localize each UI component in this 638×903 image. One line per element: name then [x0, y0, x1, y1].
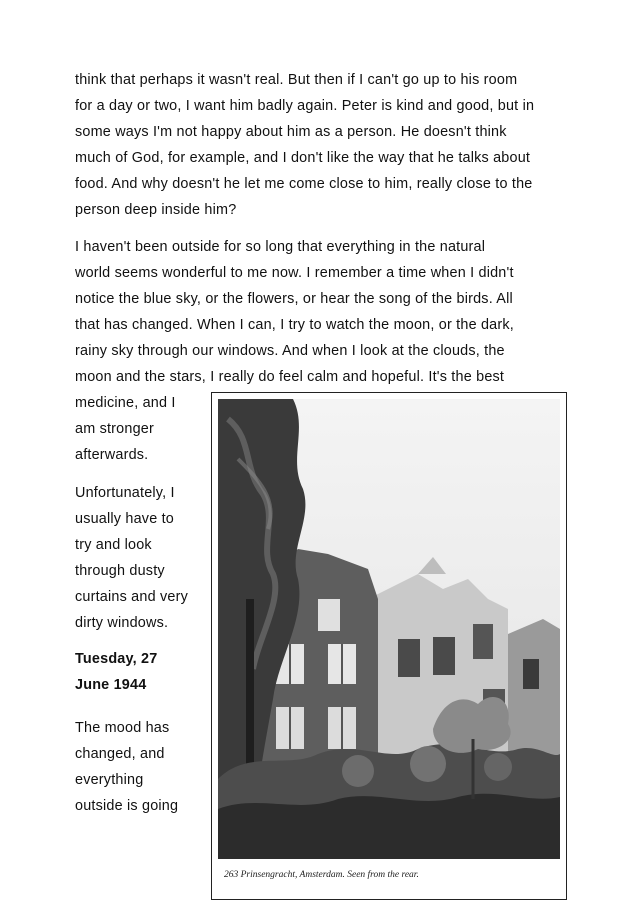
- text-line: medicine, and I: [75, 395, 176, 411]
- text-line: person deep inside him?: [75, 202, 237, 218]
- photo-caption: 263 Prinsengracht, Amsterdam. Seen from the rear.: [224, 870, 419, 880]
- text-line: rainy sky through our windows. And when I look at the clouds, the: [75, 343, 505, 359]
- text-line: food. And why doesn't he let me come close to him, really close to the: [75, 176, 533, 192]
- paragraph-peter: [75, 67, 575, 223]
- paragraph-nature-continued: [75, 390, 215, 468]
- text-line: some ways I'm not happy about him as a person. He doesn't think: [75, 124, 507, 140]
- text-line: changed, and: [75, 746, 165, 762]
- text-line: moon and the stars, I really do feel calm and hopeful. It's the best: [75, 369, 505, 385]
- text-line: think that perhaps it wasn't real. But then if I can't go up to his room: [75, 72, 518, 88]
- text-line: notice the blue sky, or the flowers, or hear the song of the birds. All: [75, 291, 513, 307]
- paragraph-windows: [75, 480, 215, 636]
- text-line: much of God, for example, and I don't like the way that he talks about: [75, 150, 531, 166]
- text-line: am stronger: [75, 421, 154, 437]
- text-line: try and look: [75, 537, 152, 553]
- text-line: for a day or two, I want him badly again. Peter is kind and good, but in: [75, 98, 535, 114]
- text-line: dirty windows.: [75, 615, 169, 631]
- text-line: curtains and very: [75, 589, 188, 605]
- diary-date-heading: [75, 646, 215, 698]
- text-line: that has changed. When I can, I try to watch the moon, or the dark,: [75, 317, 514, 333]
- photo-prinsengracht: [218, 399, 560, 859]
- text-line: through dusty: [75, 563, 165, 579]
- photo-figure: [211, 392, 567, 900]
- text-line: everything: [75, 772, 144, 788]
- paragraph-mood: [75, 715, 215, 819]
- heading-line: Tuesday, 27: [75, 651, 158, 667]
- paragraph-nature: [75, 234, 575, 390]
- text-line: Unfortunately, I: [75, 485, 175, 501]
- heading-line: June 1944: [75, 677, 147, 693]
- text-line: world seems wonderful to me now. I remember a time when I didn't: [75, 265, 514, 281]
- text-line: usually have to: [75, 511, 174, 527]
- text-line: The mood has: [75, 720, 170, 736]
- text-line: outside is going: [75, 798, 179, 814]
- text-line: I haven't been outside for so long that everything in the natural: [75, 239, 486, 255]
- text-line: afterwards.: [75, 447, 149, 463]
